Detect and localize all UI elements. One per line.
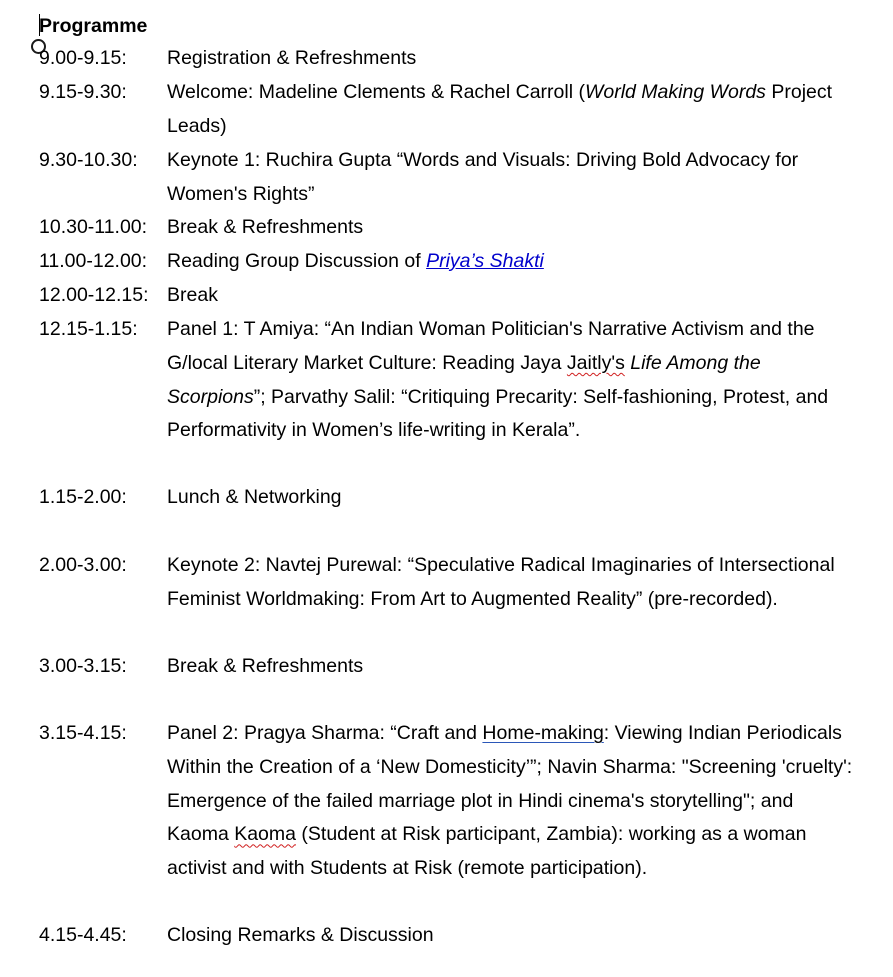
session-description: Keynote 1: Ruchira Gupta “Words and Visuals: Driving Bold Advocacy for Women's Rights” (167, 149, 799, 205)
time-slot: 3.00-3.15: (39, 655, 127, 677)
time-slot: 10.30-11.00: (39, 216, 148, 238)
time-slot: 11.00-12.00: (39, 250, 148, 272)
time-slot: 4.15-4.45: (39, 924, 127, 946)
session-description: Break (167, 284, 218, 306)
session-description: Keynote 2: Navtej Purewal: “Speculative Radical Imaginaries of Intersectional Feminist Worldmaking: From Art to Augmented Reality” (pre-recorded). (167, 554, 835, 610)
time-slot: 2.00-3.00: (39, 554, 127, 576)
session-description: Break & Refreshments (167, 216, 364, 238)
time-slot: 12.15-1.15: (39, 318, 138, 340)
priyas-shakti-link[interactable]: Priya’s Shakti (426, 250, 544, 272)
session-description: Registration & Refreshments (167, 47, 417, 69)
time-slot: 1.15-2.00: (39, 486, 127, 508)
time-slot: 9.00-9.15: (39, 47, 127, 69)
session-description: Reading Group Discussion of Priya’s Shakti (167, 250, 544, 272)
grammar-flag: Home-making (482, 722, 604, 744)
session-description: Closing Remarks & Discussion (167, 924, 434, 946)
time-slot: 9.15-9.30: (39, 81, 127, 103)
session-description: Panel 2: Pragya Sharma: “Craft and Home-making: Viewing Indian Periodicals Within the Creation of a ‘New Domesticity’”; Navin Sharma: "Screening 'cruelty': Emergence of the failed marriage plot in Hindi cinema's storytelling"; and Kaoma Kaoma (Student at Risk participant, Zambia): working as a woman activist and with Students at Risk (remote participation). (167, 722, 853, 880)
session-description: Lunch & Networking (167, 486, 342, 508)
book-title: Life Among the Scorpions (167, 351, 761, 408)
spellcheck-flag: Kaoma (234, 823, 296, 846)
spellcheck-flag: Jaitly's (566, 351, 625, 374)
session-description: Panel 1: T Amiya: “An Indian Woman Politician's Narrative Activism and the G/local Literary Market Culture: Reading Jaya Jaitly's Life Among the Scorpions”; Parvathy Salil: “Critiquing Precarity: Self-fashioning, Protest, and Performativity in Women’s life-writing in Kerala”. (167, 318, 829, 442)
project-title: World Making Words (584, 81, 766, 103)
time-slot: 12.00-12.15: (39, 284, 149, 306)
session-description: Welcome: Madeline Clements & Rachel Carroll (World Making Words Project Leads) (167, 81, 833, 137)
time-slot: 9.30-10.30: (39, 149, 138, 171)
session-description: Break & Refreshments (167, 655, 364, 677)
programme-heading: Programme (39, 15, 148, 37)
time-slot: 3.15-4.15: (39, 722, 127, 744)
